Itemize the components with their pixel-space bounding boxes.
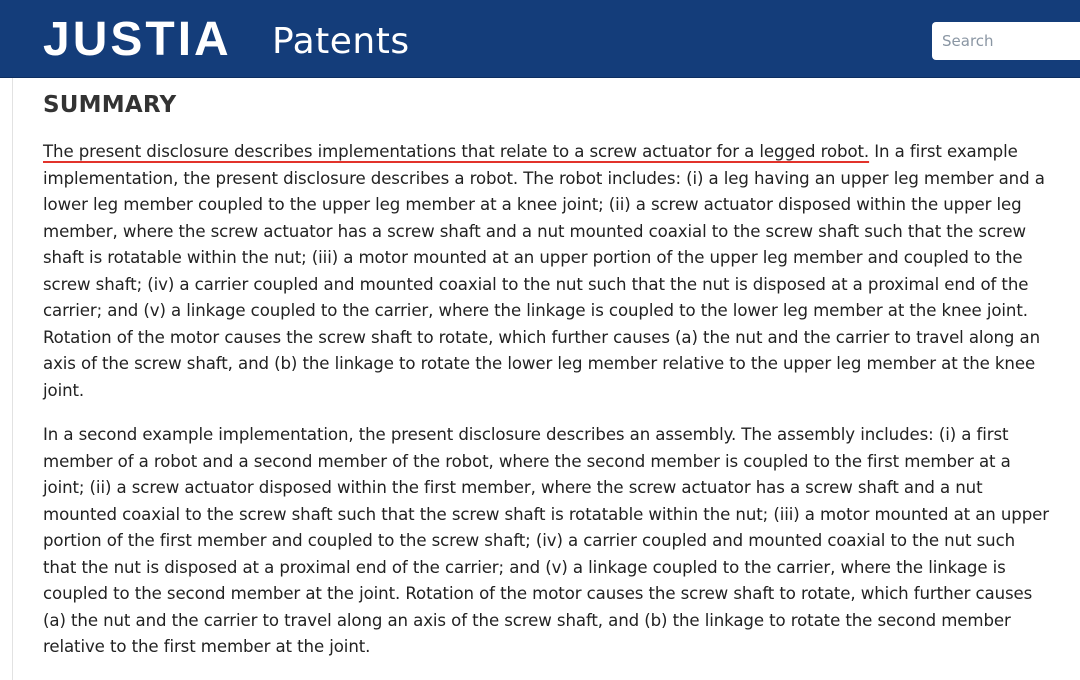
site-header	[0, 0, 1080, 78]
content-divider	[12, 78, 13, 680]
paragraph-text: In a first example implementation, the present disclosure describes a robot. The robot includes: (i) a leg having an upper leg member and a lower leg member coupled to the upper leg member at a knee joint; (ii) a screw actuator disposed within the upper leg member, where the screw actuator has a screw shaft and a nut mounted coaxial to the screw shaft such that the screw shaft is rotatable within the nut; (iii) a motor mounted at an upper portion of the upper leg member and coupled to the screw shaft; (iv) a carrier coupled and mounted coaxial to the nut such that the nut is disposed at a proximal end of the carrier; and (v) a linkage coupled to the carrier, where the linkage is coupled to the lower leg member at the knee joint. Rotation of the motor causes the screw shaft to rotate, which further causes (a) the nut and the carrier to travel along an axis of the screw shaft, and (b) the linkage to rotate the lower leg member relative to the upper leg member at the knee joint.	[43, 142, 1045, 400]
justia-logo[interactable]: JUSTIA	[43, 13, 232, 66]
summary-paragraph: In a second example implementation, the present disclosure describes an assembly. The assembly includes: (i) a first member of a robot and a second member of the robot, where the second member is coupled to the first member at a joint; (ii) a screw actuator disposed within the first member, where the screw actuator has a screw shaft and a nut mounted coaxial to the screw shaft such that the screw shaft is rotatable within the nut; (iii) a motor mounted at an upper portion of the first member and coupled to the screw shaft; (iv) a carrier coupled and mounted coaxial to the nut such that the nut is disposed at a proximal end of the carrier; and (v) a linkage coupled to the carrier, where the linkage is coupled to the second member at the joint. Rotation of the motor causes the screw shaft to rotate, which further causes (a) the nut and the carrier to travel along an axis of the screw shaft, and (b) the linkage to rotate the second member relative to the first member at the joint.	[43, 425, 1049, 656]
main-content	[0, 78, 1080, 680]
summary-heading: SUMMARY	[43, 92, 177, 118]
highlighted-sentence: The present disclosure describes implementations that relate to a screw actuator for a legged robot.	[43, 142, 870, 161]
summary-paragraph	[43, 139, 1053, 404]
section-title[interactable]: Patents	[272, 21, 410, 62]
search-input[interactable]	[932, 22, 1080, 60]
